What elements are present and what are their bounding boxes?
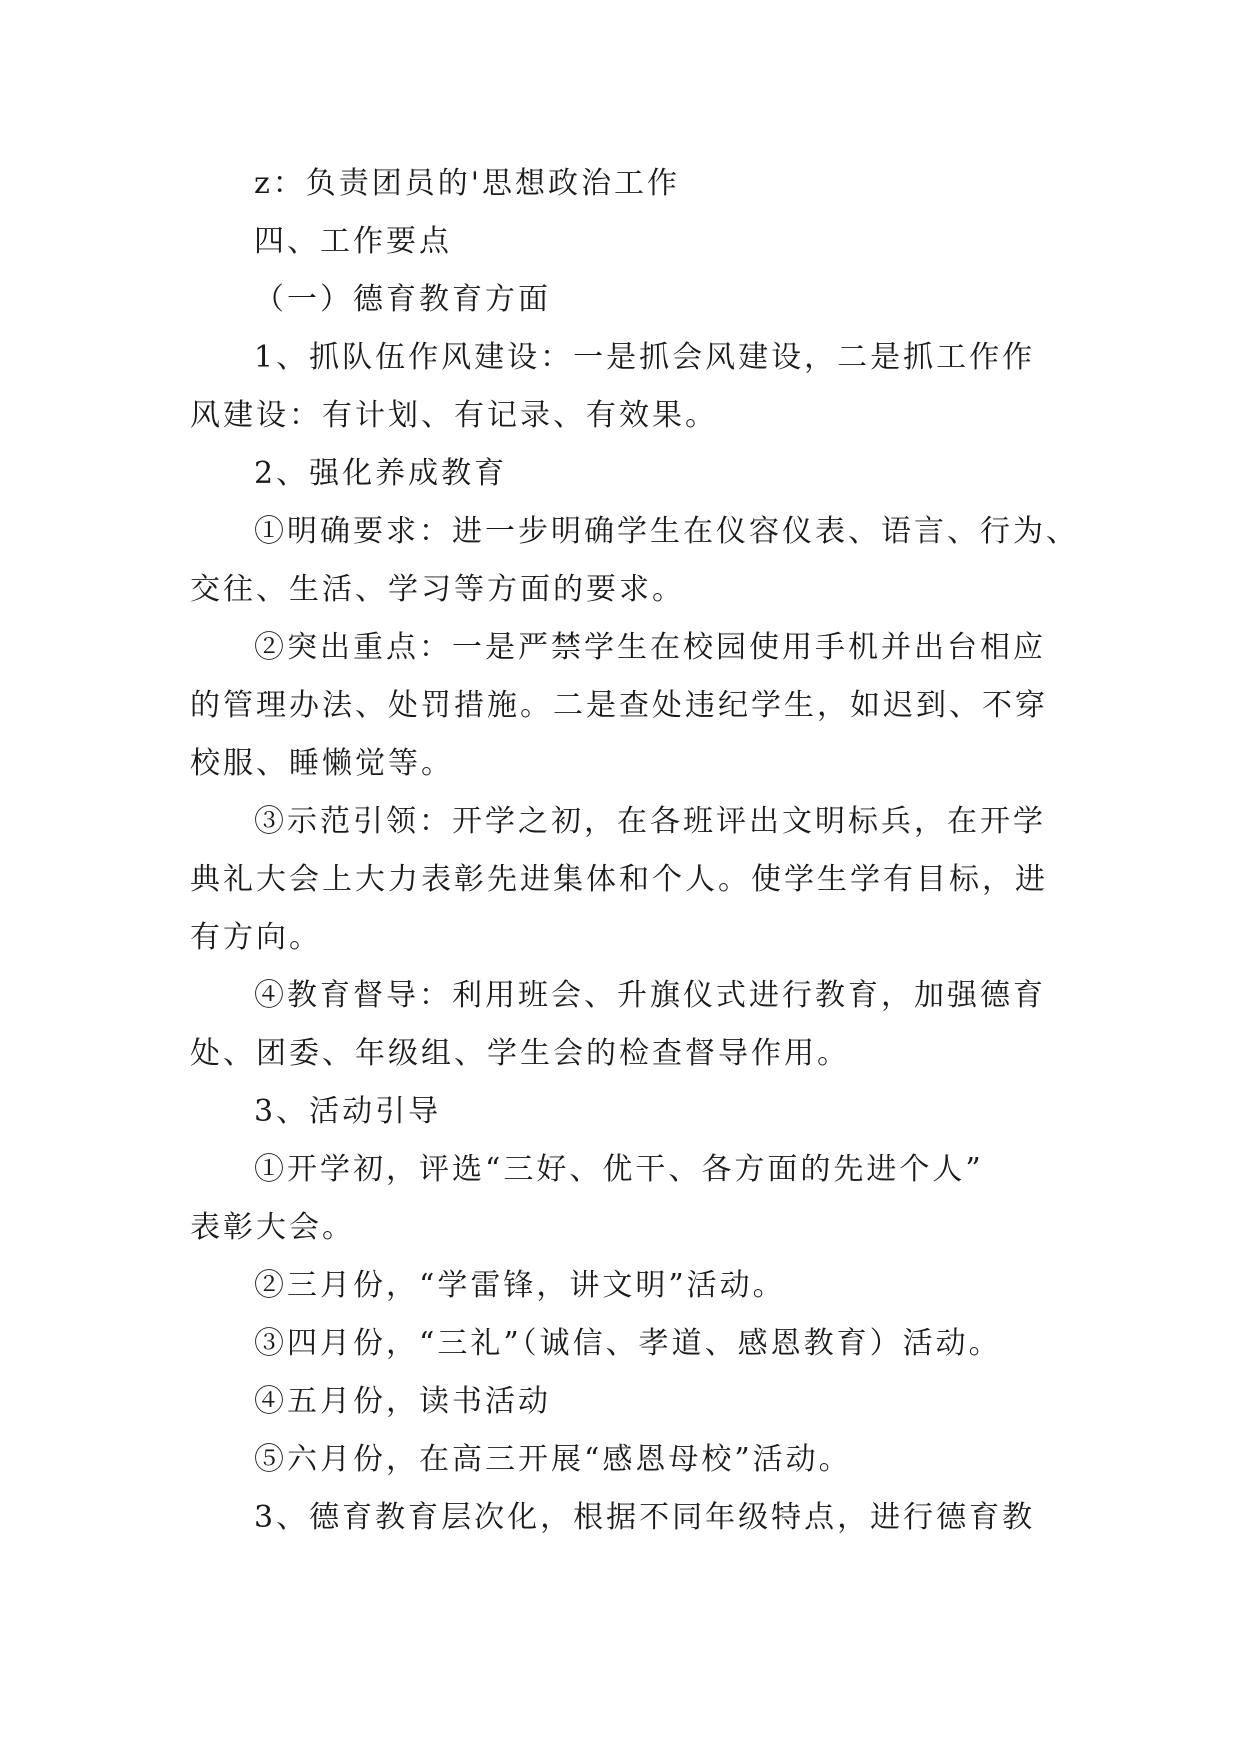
text-line: 表彰大会。 — [190, 1210, 355, 1245]
text-line: 3、活动引导 — [254, 1094, 442, 1129]
text-line: ②三月份，“学雷锋，讲文明”活动。 — [254, 1268, 786, 1303]
text-line: 1、抓队伍作风建设：一是抓会风建设，二是抓工作作 — [254, 340, 1036, 375]
text-line: 的管理办法、处罚措施。二是查处违纪学生，如迟到、不穿 — [190, 688, 1048, 723]
subsection-heading: （一）德育教育方面 — [254, 282, 551, 317]
text-line: ③示范引领：开学之初，在各班评出文明标兵，在开学 — [254, 804, 1046, 839]
text-line: ④五月份，读书活动 — [254, 1384, 551, 1419]
text-line: z：负责团员的'思想政治工作 — [254, 166, 681, 201]
text-line: ①开学初，评选“三好、优干、各方面的先进个人” — [254, 1152, 984, 1187]
text-line: ⑤六月份，在高三开展“感恩母校”活动。 — [254, 1442, 852, 1477]
text-line: 2、强化养成教育 — [254, 456, 508, 491]
text-line: ③四月份，“三礼”（诚信、孝道、感恩教育）活动。 — [254, 1326, 1002, 1361]
text-line: ④教育督导：利用班会、升旗仪式进行教育，加强德育 — [254, 978, 1046, 1013]
text-line: 校服、睡懒觉等。 — [190, 746, 454, 781]
section-heading: 四、工作要点 — [254, 224, 452, 259]
text-line: 交往、生活、学习等方面的要求。 — [190, 572, 685, 607]
text-line: 有方向。 — [190, 920, 322, 955]
text-line: 典礼大会上大力表彰先进集体和个人。使学生学有目标，进 — [190, 862, 1048, 897]
text-line: 处、团委、年级组、学生会的检查督导作用。 — [190, 1036, 850, 1071]
text-line: ①明确要求：进一步明确学生在仪容仪表、语言、行为、 — [254, 514, 1079, 549]
text-line: 风建设：有计划、有记录、有效果。 — [190, 398, 718, 433]
text-line: 3、德育教育层次化，根据不同年级特点，进行德育教 — [254, 1500, 1036, 1535]
text-line: ②突出重点：一是严禁学生在校园使用手机并出台相应 — [254, 630, 1046, 665]
